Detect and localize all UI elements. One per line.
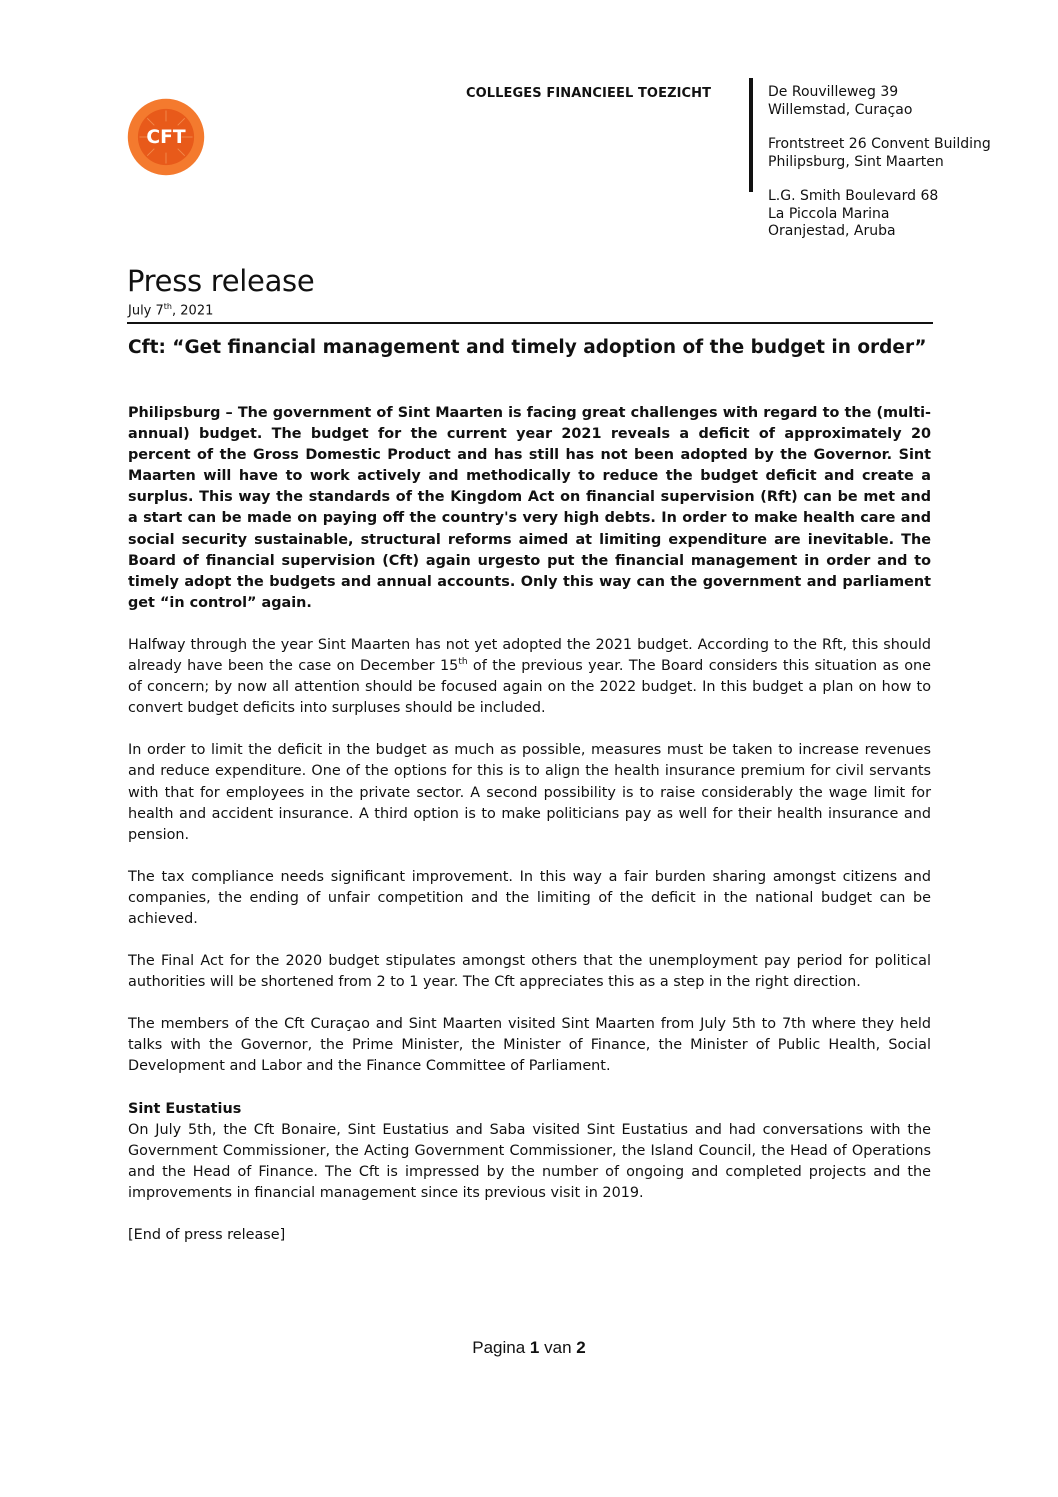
lead-paragraph: Philipsburg – The government of Sint Maarten is facing great challenges with regard to the (multi-annual) budget. The budget for the current year 2021 reveals a deficit of approximately 20 percent of the Gross Domestic Product and has still has not been adopted by the Governor. Sint Maarten will have to work actively and methodically to reduce the budget deficit and create a surplus. This way the standards of the Kingdom Act on financial supervision (Rft) can be met and a start can be made on paying off the country's very high debts. In order to make health care and social security sustainable, structural reforms aimed at limiting expenditure are inevitable. The Board of financial supervision (Cft) again urgesto put the financial management in order and to timely adopt the budgets and annual accounts. Only this way can the government and parliament get “in control” again. bbox=[128, 405, 931, 611]
logo-text: CFT bbox=[146, 127, 186, 149]
page-title: Press release bbox=[127, 264, 315, 298]
paragraph: The Final Act for the 2020 budget stipulates amongst others that the unemployment pay period for political authorities will be shortened from 2 to 1 year. The Cft appreciates this as a step in the right direction. bbox=[128, 953, 931, 991]
end-note: [End of press release] bbox=[128, 1227, 286, 1243]
address-curacao: De Rouvilleweg 39 Willemstad, Curaçao bbox=[768, 84, 913, 118]
paragraph: Halfway through the year Sint Maarten has not yet adopted the 2021 budget. According to the Rft, this should already have been the case on December 15th of the previous year. The Board considers this situation as one of concern; by now all attention should be focused again on the 2022 budget. In this budget a plan on how to convert budget deficits into surpluses should be included. bbox=[128, 636, 931, 717]
paragraph: In order to limit the deficit in the budget as much as possible, measures must be taken to increase revenues and reduce expenditure. One of the options for this is to align the health insurance premium for civil servants with that for employees in the private sector. A second possibility is to raise considerably the wage limit for health and accident insurance. A third option is to make politicians pay as well for their health insurance and pension. bbox=[128, 742, 931, 843]
release-date: July 7th, 2021 bbox=[128, 302, 214, 319]
org-name: COLLEGES FINANCIEEL TOEZICHT bbox=[466, 86, 712, 101]
section-heading: Sint Eustatius bbox=[128, 1100, 242, 1117]
paragraph: The members of the Cft Curaçao and Sint Maarten visited Sint Maarten from July 5th to 7th where they held talks with the Governor, the Prime Minister, the Minister of Finance, the Minister of Public Health, Social Development and Labor and the Finance Committee of Parliament. bbox=[128, 1016, 931, 1075]
address-list bbox=[768, 84, 991, 258]
paragraph: The tax compliance needs significant improvement. In this way a fair burden sharing amongst citizens and companies, the ending of unfair competition and the limiting of the deficit in the national budget can be achieved. bbox=[128, 868, 931, 927]
section-sint-eustatius: Sint Eustatius On July 5th, the Cft Bonaire, Sint Eustatius and Saba visited Sint Eustatius and had conversations with the Government Commissioner, the Acting Government Commissioner, the Island Council, the Head of Operations and the Head of Finance. The Cft is impressed by the number of ongoing and completed projects and the improvements in financial management since its previous visit in 2019. bbox=[128, 1100, 931, 1201]
cft-logo bbox=[127, 98, 205, 176]
headline: Cft: “Get financial management and timely adoption of the budget in order” bbox=[128, 337, 927, 358]
title-rule bbox=[127, 322, 933, 324]
page-number: Pagina 1 van 2 bbox=[472, 1338, 586, 1357]
header-divider bbox=[749, 78, 753, 192]
address-aruba: L.G. Smith Boulevard 68 La Piccola Marina Oranjestad, Aruba bbox=[768, 188, 939, 239]
address-sint-maarten: Frontstreet 26 Convent Building Philipsburg, Sint Maarten bbox=[768, 136, 991, 170]
article-body bbox=[128, 403, 931, 1267]
